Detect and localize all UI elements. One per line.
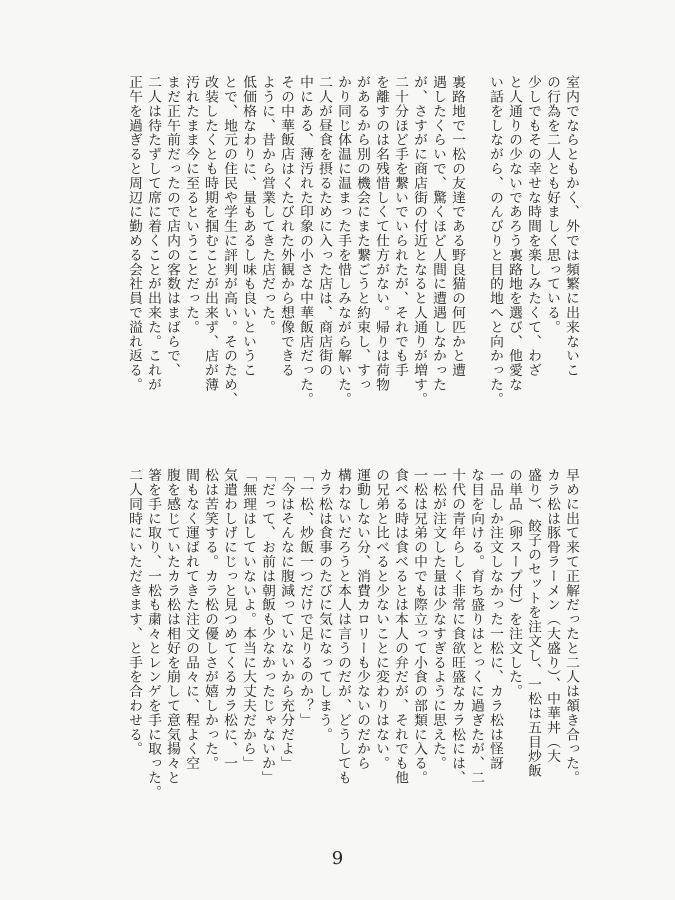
text-line: 二十分ほど手を繋いでいられたが、それでも手 [392, 75, 408, 378]
text-line: 改装したくとも時期を掴むことが出来ず、店が薄 [202, 75, 218, 392]
text-line: 一品しか注文しなかった一松に、カラ松は怪訝 [487, 468, 503, 771]
text-line: カラ松は豚骨ラーメン（大盛り）、中華丼（大 [544, 468, 560, 764]
text-line: 運動しない分、消費カロリーも少ないのだから [354, 468, 370, 771]
text-line: 少しでもその幸せな時間を楽しみたくて、わざ [525, 75, 541, 378]
text-line: 食べる時は食べるとは本人の弁だが、それでも他 [392, 468, 408, 785]
text-line: 箸を手に取り、一松も粛々とレンゲを手に取った。 [145, 468, 161, 800]
text-line: 盛り）、餃子のセットを注文し、一松は五目炒飯 [525, 468, 541, 778]
text-line: 中にある、薄汚れた印象の小さな中華飯店だった。 [297, 75, 313, 407]
text-line: 二人同時にいただきます、と手を合わせる。 [126, 468, 142, 756]
text-line: その中華飯店はくたびれた外観から想像できる [278, 75, 294, 378]
text-line: 「だって、お前は朝飯も少なかったじゃないか」 [259, 468, 275, 785]
text-line: とで、地元の住民や学生に評判が高い。そのため、 [221, 75, 237, 407]
text-line: い話をしながら、のんびりと目的地へと向かった。 [487, 75, 503, 407]
text-line: 正午を過ぎると周辺に勤める会社員で溢れ返る。 [126, 75, 142, 392]
text-line: ように、昔から営業してきた店だった。 [259, 75, 275, 335]
text-line [466, 75, 485, 425]
lower-text-block [124, 468, 580, 798]
text-line: 十代の青年らしく非常に食欲旺盛なカラ松には、 [449, 468, 465, 785]
text-line: 室内でならともかく、外では頻繁に出来ないこ [563, 75, 579, 378]
text-line: 間もなく運ばれてきた注文の品々に、程よく空 [183, 468, 199, 771]
text-line: かり同じ体温に温まった手を惜しみながら解いた。 [335, 75, 351, 407]
text-line: 早めに出て来て正解だったと二人は頷き合った。 [563, 468, 579, 785]
text-line: の兄弟と比べると少ないことに変わりはない。 [373, 468, 389, 771]
text-line: 低価格なわりに、量もあるし味も良いというこ [240, 75, 256, 378]
text-line: と人通りの少ないであろう裏路地を選び、他愛な [506, 75, 522, 392]
text-line: 汚れたまま今に至るということだった。 [183, 75, 199, 335]
text-line: 一松が注文した量は少なすぎるように思えた。 [430, 468, 446, 771]
text-line: が、さすがに商店街の付近となると人通りが増す。 [411, 75, 427, 407]
text-line: 二人が昼食を摂るために入った店は、商店街の [316, 75, 332, 378]
text-line: 「無理はしていないよ。本当に大丈夫だから」 [240, 468, 256, 771]
text-line: 裏路地で一松の友達である野良猫の何匹かと遭 [449, 75, 465, 378]
text-line: 二人は待たずして席に着くことが出来た。これが [145, 75, 161, 392]
text-line: があるから別の機会にまた繋ごうと約束し、すっ [354, 75, 370, 392]
upper-text-block [124, 75, 580, 425]
text-line: 松は苦笑する。カラ松の優しさが嬉しかった。 [202, 468, 218, 771]
text-line: 「一松、炒飯一つだけで足りるのか？」 [297, 468, 313, 728]
page-number: 9 [331, 848, 344, 869]
text-line: 構わないだろうと本人は言うのだが、どうしても [335, 468, 351, 785]
text-line: 遇したくらいで、驚くほど人間に遭遇しなかった [430, 75, 446, 392]
text-line: の単品（卵スープ付）を注文した。 [506, 468, 522, 699]
text-line: 気遣わしげにじっと見つめてくるカラ松に、一 [221, 468, 237, 771]
text-line: 一松は兄弟の中でも際立って小食の部類に入る。 [411, 468, 427, 785]
text-line: カラ松は食事のたびに気になってしまう。 [316, 468, 332, 742]
text-line: を離すのは名残惜しくて仕方がない。帰りは荷物 [373, 75, 389, 392]
text-line: 腹を感じていたカラ松は相好を崩して意気揚々と [164, 468, 180, 785]
text-line: な目を向ける。育ち盛りはとっくに過ぎたが、二 [468, 468, 484, 785]
text-line: の行為を二人とも好ましく思っている。 [544, 75, 560, 335]
text-line: 「今はそんなに腹減っていないから充分だよ」 [278, 468, 294, 771]
text-line: まだ正午前だったので店内の客数はまばらで、 [164, 75, 180, 378]
